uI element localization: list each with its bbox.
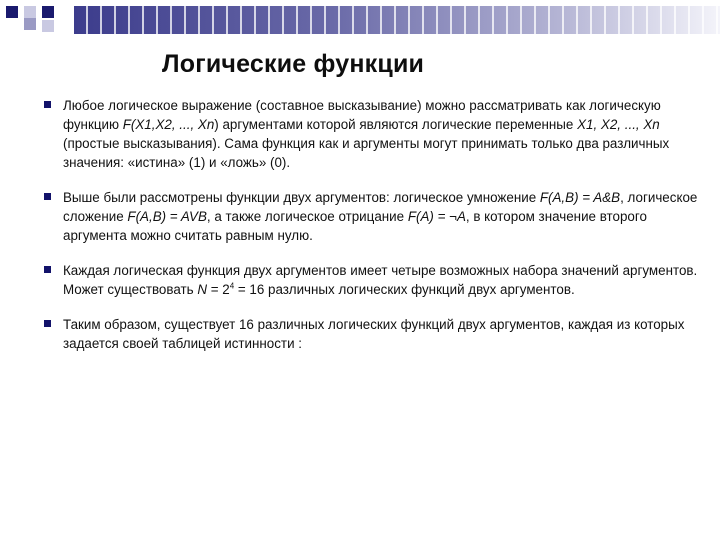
bullet-text: Выше были рассмотрены функции двух аргументов: логическое умножение F(A,B) = A&B, логическое сложение F(A,B) = AVB, а также логическое отрицание F(A) = ¬A, в котором значение второго аргумента можно считать равным нулю. [63, 190, 698, 243]
decor-square [24, 18, 36, 30]
bullet-text: Таким образом, существует 16 различных логических функций двух аргументов, каждая из которых задается своей таблицей истинности : [63, 317, 685, 351]
slide-title: Логические функции [162, 50, 425, 78]
bullet-list [44, 96, 704, 353]
header-stripes [74, 6, 720, 34]
bullet-text: Любое логическое выражение (составное высказывание) можно рассматривать как логическую функцию F(X1,X2, ..., Xn) аргументами которой являются логические переменные X1, X2, ..., Xn (простые высказывания). Сама функция как и аргументы могут принимать только два различных значения: «истина» (1) и «ложь» (0). [63, 98, 670, 170]
bullet-item [44, 261, 704, 299]
decor-square [42, 6, 54, 18]
bullet-item [44, 96, 704, 172]
bullet-item [44, 188, 704, 245]
decor-square [24, 6, 36, 18]
bullet-square-icon [44, 266, 51, 273]
bullet-square-icon [44, 320, 51, 327]
bullet-item [44, 315, 704, 353]
decor-square [42, 20, 54, 32]
bullet-text: Каждая логическая функция двух аргументов имеет четыре возможных набора значений аргументов. Может существовать $N = 2^4 = 16$ различных логических функций двух аргументов. [63, 263, 698, 297]
bullet-square-icon [44, 193, 51, 200]
decor-square [6, 6, 18, 18]
bullet-square-icon [44, 101, 51, 108]
